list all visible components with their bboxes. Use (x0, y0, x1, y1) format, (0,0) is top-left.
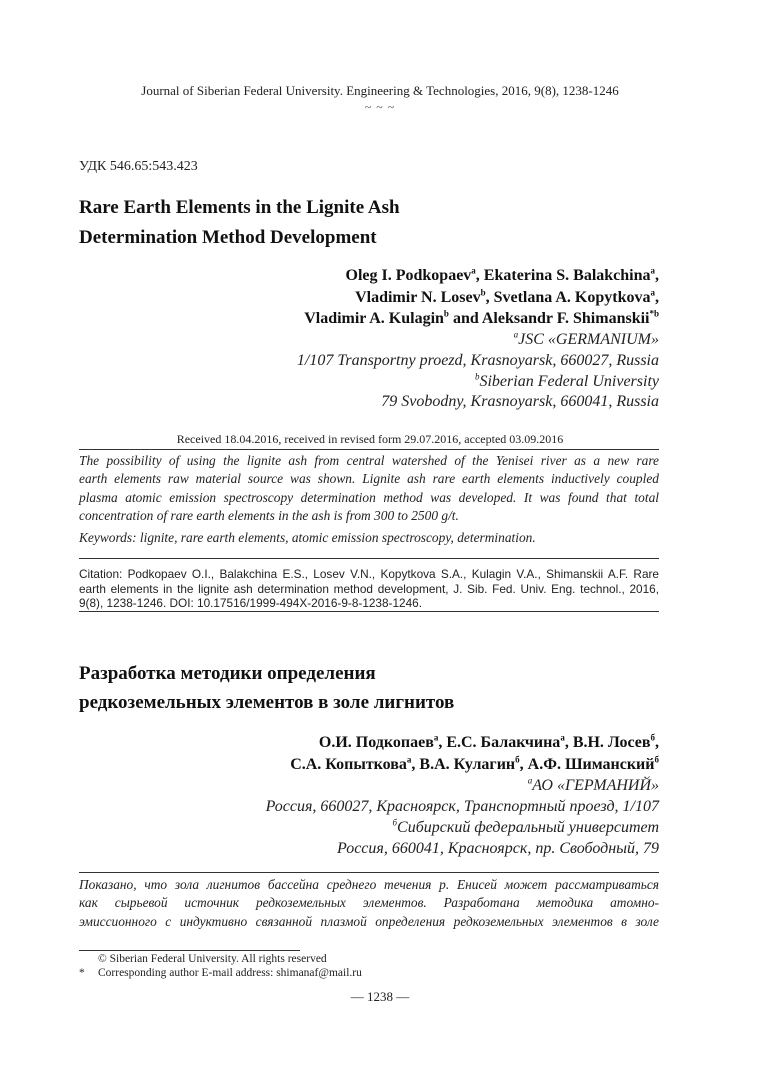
ru-affiliation-a: $^а$АО «ГЕРМАНИЙ» (527, 775, 659, 794)
author-name: Е.С. Балакчина (446, 734, 561, 751)
citation-top-rule (79, 558, 659, 559)
author-sup: а (560, 732, 565, 743)
ru-affiliation-a-address: Россия, 660027, Красноярск, Транспортный проезд, 1/107 (265, 798, 659, 815)
author-sup: b (480, 287, 486, 298)
author-name: Vladimir N. Losev (355, 289, 481, 306)
ru-affiliation-b: $^б$Сибирский федеральный университет (392, 817, 659, 836)
author-name: В.А. Кулагин (419, 756, 516, 773)
received-dates: Received 18.04.2016, received in revised form 29.07.2016, accepted 03.09.2016 (176, 432, 564, 446)
en-affiliation-a: $^a$JSC «GERMANIUM» (513, 329, 659, 348)
author-sup: а (406, 754, 412, 765)
author-name: Svetlana A. Kopytkova (493, 289, 651, 306)
author-sup: б (515, 754, 520, 765)
author-name: Ekaterina S. Balakchina (483, 267, 651, 284)
en-affiliation-b-address: 79 Svobodny, Krasnoyarsk, 660041, Russia (381, 393, 659, 410)
author-sup: а (433, 732, 439, 743)
author-name: Vladimir A. Kulagin (304, 310, 444, 327)
en-authors-line-3: Vladimir A. Kulagin$^b$ and Aleksandr F. Shimanskii$^{*b}$ (304, 308, 659, 327)
en-authors-line-2: Vladimir N. Losev$^b$, Svetlana A. Kopytkova$^a$, (355, 287, 659, 306)
author-sup: a (471, 265, 476, 276)
corresponding-author-footnote: Corresponding author E-mail address: shimanaf@mail.ru (98, 967, 362, 979)
en-affiliation-b: $^b$Siberian Federal University (474, 371, 659, 390)
en-abstract: The possibility of using the lignite ash from central watershed of the Yenisei river as a new rare earth elements raw material source was shown. Lignite ash rare earth elements inductively coupled plasma atomic emission spectroscopy determination method was developed. It was found that total concentration of rare earth elements in the ash is from 300 to 2500 g/t. (79, 453, 659, 523)
author-sup: б (650, 732, 655, 743)
author-sup: b (443, 308, 449, 319)
author-name: А.Ф. Шиманский (527, 756, 655, 773)
citation-bottom-rule (79, 611, 659, 612)
en-affiliation-a-address: 1/107 Transportny proezd, Krasnoyarsk, 660027, Russia (296, 352, 659, 369)
author-name: В.Н. Лосев (572, 734, 651, 751)
author-sup: б (654, 754, 659, 765)
journal-header: Journal of Siberian Federal University. Engineering & Technologies, 2016, 9(8), 1238-1246 (141, 83, 619, 98)
author-name: Aleksandr F. Shimanskii (481, 310, 650, 327)
ru-authors-line-2: С.А. Копыткова$^а$, В.А. Кулагин$^б$, А.Ф. Шиманский$^б$ (290, 754, 659, 773)
author-sup: a (650, 287, 655, 298)
footnote-rule (79, 950, 300, 951)
header-ornament: ~ ~ ~ (364, 100, 396, 114)
en-keywords: Keywords: lignite, rare earth elements, atomic emission spectroscopy, determination. (79, 530, 536, 545)
en-authors-line-1: Oleg I. Podkopaev$^a$, Ekaterina S. Balakchina$^a$, (345, 265, 659, 284)
author-name: С.А. Копыткова (290, 756, 407, 773)
ru-title-line-2: редкоземельных элементов в золе лигнитов (79, 692, 455, 713)
author-name: О.И. Подкопаев (318, 734, 434, 751)
ru-affiliation-b-address: Россия, 660041, Красноярск, пр. Свободный, 79 (337, 840, 659, 857)
en-title-line-1: Rare Earth Elements in the Lignite Ash (79, 197, 400, 218)
ru-authors-line-1: О.И. Подкопаев$^а$, Е.С. Балакчина$^а$, В.Н. Лосев$^б$, (318, 732, 659, 751)
ru-abstract: Показано, что зола лигнитов бассейна среднего течения р. Енисей может рассматриваться как сырьевой источник редкоземельных элементов. Разработана методика атомно- эмиссионного с индуктивно связанной плазмой определения редкоземельных элементов в золе (79, 877, 659, 929)
footnote-star: * (79, 967, 85, 979)
abstract-top-rule (79, 449, 659, 450)
en-title-line-2: Determination Method Development (79, 227, 377, 248)
page-number: — 1238 — (350, 989, 410, 1004)
citation: Citation: Podkopaev O.I., Balakchina E.S., Losev V.N., Kopytkova S.A., Kulagin V.A., Shimanskii A.F. Rare earth elements in the lignite ash determination method development, J. Sib. Fed. Univ. Eng. technol., 2016, 9(8), 1238-1246. DOI: 10.17516/1999-494X-2016-9-8-1238-1246. (79, 567, 659, 611)
udk-code: УДК 546.65:543.423 (79, 159, 198, 174)
ru-abstract-top-rule (79, 872, 659, 873)
author-sup: *b (649, 308, 659, 319)
copyright-footnote: © Siberian Federal University. All rights reserved (98, 953, 327, 965)
author-name: Oleg I. Podkopaev (345, 267, 472, 284)
ru-title-line-1: Разработка методики определения (79, 663, 376, 684)
author-sup: a (650, 265, 655, 276)
